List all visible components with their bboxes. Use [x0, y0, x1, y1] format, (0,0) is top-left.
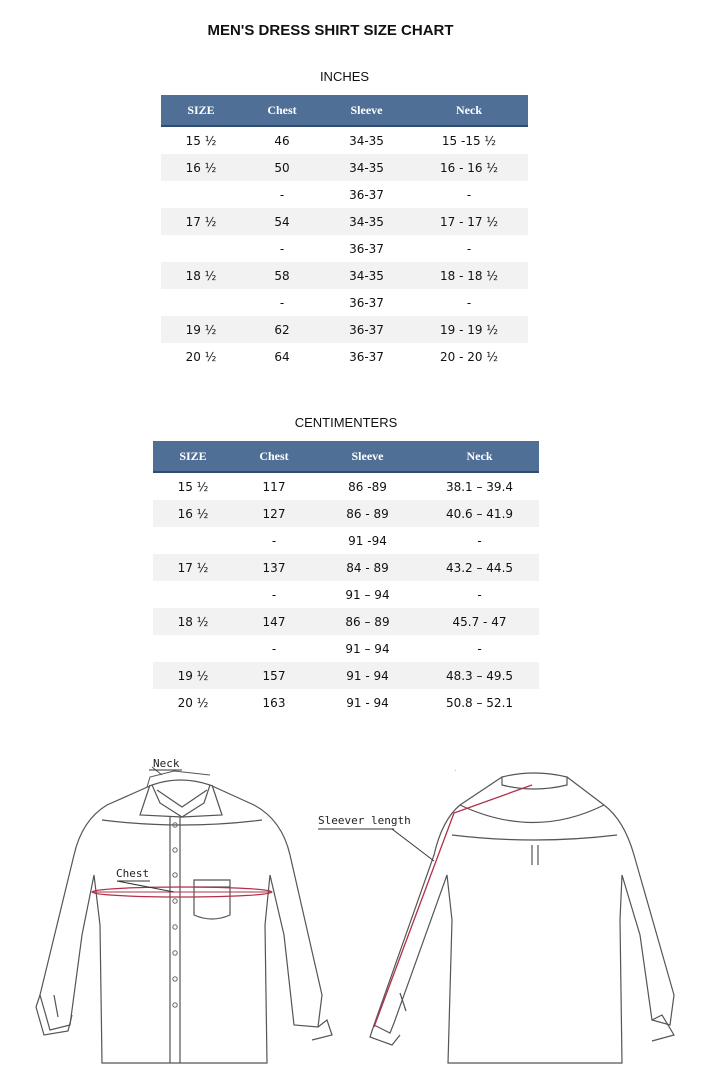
table-row: [153, 581, 539, 608]
table-cell: 17 - 17 ½: [410, 208, 528, 235]
table-cell: 36-37: [349, 295, 384, 310]
svg-text:.: .: [454, 767, 457, 772]
table-cell: 16 - 16 ½: [410, 154, 528, 181]
table-cell: 19 ½: [161, 316, 241, 343]
table-cell: 36-37: [323, 316, 410, 343]
table-cell: 15 -15 ½: [441, 133, 497, 148]
table-cell: 36-37: [349, 187, 384, 202]
column-header: Sleeve: [323, 95, 410, 126]
table-row: [153, 554, 539, 581]
table-cell: 18 ½: [161, 262, 241, 289]
table-cell: 91 - 94: [315, 662, 420, 689]
table-cell: 86 - 89: [315, 500, 420, 527]
table-cell: 86 – 89: [315, 608, 420, 635]
chart-title: MEN'S DRESS SHIRT SIZE CHART: [207, 22, 454, 39]
column-header: Sleeve: [315, 441, 420, 472]
table-row: [153, 472, 539, 500]
table-cell: 43.2 – 44.5: [420, 554, 539, 581]
table-cell: -: [271, 587, 277, 602]
table-row: [153, 662, 539, 689]
table-cell: [161, 235, 241, 262]
table-row: [161, 262, 528, 289]
table-cell: 20 ½: [177, 695, 209, 710]
table-cell: 50: [241, 154, 323, 181]
sleeve-length-label: Sleever length: [318, 814, 411, 827]
table-cell: 40.6 – 41.9: [420, 500, 539, 527]
column-header: SIZE: [153, 441, 233, 472]
table-cell: 46: [274, 133, 290, 148]
table-row: [153, 500, 539, 527]
table-cell: 45.7 - 47: [420, 608, 539, 635]
chest-label: Chest: [116, 867, 150, 880]
table-row: [161, 126, 528, 154]
table-row: [153, 689, 539, 716]
table-cell: -: [477, 641, 482, 656]
table-cell: 86 -89: [348, 479, 387, 494]
table-cell: -: [477, 533, 482, 548]
table-cell: [153, 527, 233, 554]
table-cell: 34-35: [323, 262, 410, 289]
neck-label: Neck: [153, 757, 180, 770]
table-cell: 91 - 94: [346, 695, 389, 710]
table-cell: 34-35: [323, 154, 410, 181]
centimeters-caption: CENTIMENTERS: [294, 415, 398, 430]
table-row: [153, 635, 539, 662]
column-header: Chest: [241, 95, 323, 126]
table-cell: 54: [241, 208, 323, 235]
table-cell: -: [466, 241, 472, 256]
centimeters-header-row: [153, 441, 539, 472]
table-row: [161, 235, 528, 262]
table-cell: 91 -94: [348, 533, 387, 548]
table-cell: [153, 635, 233, 662]
table-cell: 58: [241, 262, 323, 289]
inches-header-row: [161, 95, 528, 126]
table-cell: 117: [262, 479, 286, 494]
table-row: [161, 181, 528, 208]
table-cell: 38.1 – 39.4: [445, 479, 514, 494]
table-cell: 34-35: [349, 133, 384, 148]
back-shirt-illustration: [370, 773, 674, 1063]
table-cell: 36-37: [349, 349, 384, 364]
table-cell: 34-35: [323, 208, 410, 235]
table-cell: 20 ½: [185, 349, 217, 364]
table-cell: 163: [262, 695, 286, 710]
inches-caption: INCHES: [319, 69, 370, 84]
table-cell: 84 - 89: [315, 554, 420, 581]
front-shirt-illustration: [36, 780, 332, 1063]
table-row: [161, 343, 528, 370]
table-cell: 18 - 18 ½: [410, 262, 528, 289]
table-cell: 17 ½: [153, 554, 233, 581]
column-header: SIZE: [161, 95, 241, 126]
table-row: [161, 154, 528, 181]
table-cell: -: [466, 295, 472, 310]
table-cell: [153, 581, 233, 608]
table-cell: 15 ½: [177, 479, 209, 494]
table-cell: 16 ½: [161, 154, 241, 181]
shirt-measurement-diagram: [22, 745, 682, 1067]
table-cell: 36-37: [349, 241, 384, 256]
table-row: [161, 208, 528, 235]
column-header: Neck: [420, 441, 539, 472]
table-cell: 19 ½: [153, 662, 233, 689]
table-cell: 17 ½: [161, 208, 241, 235]
table-cell: 137: [233, 554, 315, 581]
table-cell: 48.3 – 49.5: [420, 662, 539, 689]
chest-measurement: [92, 881, 272, 897]
table-cell: 91 – 94: [345, 641, 390, 656]
table-cell: -: [271, 641, 277, 656]
table-row: [161, 289, 528, 316]
table-cell: 127: [233, 500, 315, 527]
table-cell: -: [271, 533, 277, 548]
table-cell: 62: [241, 316, 323, 343]
table-cell: 15 ½: [185, 133, 217, 148]
table-cell: 147: [233, 608, 315, 635]
table-cell: 157: [233, 662, 315, 689]
table-cell: 91 – 94: [345, 587, 390, 602]
table-row: [153, 527, 539, 554]
inches-size-table: [161, 95, 528, 370]
table-cell: 18 ½: [153, 608, 233, 635]
table-cell: [161, 289, 241, 316]
table-cell: -: [279, 187, 285, 202]
table-cell: 19 - 19 ½: [410, 316, 528, 343]
front-shirt-buttons: [173, 823, 177, 1007]
table-cell: 20 - 20 ½: [440, 349, 498, 364]
table-cell: 64: [274, 349, 290, 364]
table-cell: 50.8 – 52.1: [445, 695, 514, 710]
table-cell: -: [279, 295, 285, 310]
table-cell: [161, 181, 241, 208]
table-row: [153, 608, 539, 635]
column-header: Chest: [233, 441, 315, 472]
table-cell: 16 ½: [153, 500, 233, 527]
table-cell: -: [279, 241, 285, 256]
column-header: Neck: [410, 95, 528, 126]
table-cell: -: [466, 187, 472, 202]
centimeters-size-table: [153, 441, 539, 716]
table-row: [161, 316, 528, 343]
table-cell: -: [477, 587, 482, 602]
